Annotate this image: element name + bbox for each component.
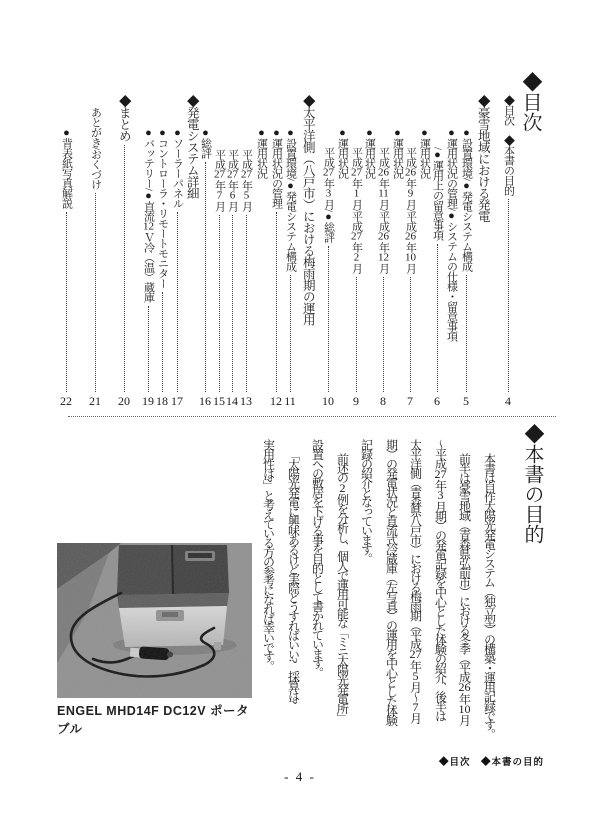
dots-leader <box>466 275 467 392</box>
purpose-line: 「太陽光発電に興味あるけど実際どうすればいい? 採算は? <box>286 449 301 702</box>
toc-page-number: 10 <box>322 394 334 408</box>
purpose-line: 本書は自作太陽光発電システム（独立型）の構築・運用記録です。 <box>482 453 497 738</box>
dots-leader <box>232 215 233 392</box>
purpose-line: 前述の2例を分析し、個人で運用可能な「ミニ太陽光発電所」 <box>335 453 350 722</box>
toc-page-number: 21 <box>89 394 101 408</box>
toc-page-number: 22 <box>60 394 72 408</box>
toc-section-title: ◆豪雪地域における発電 <box>476 95 491 222</box>
dots-leader <box>219 215 220 392</box>
toc-entry: ●ソーラーパネル 17 <box>171 127 184 408</box>
dots-leader <box>508 199 509 392</box>
cooler-photo-graphic <box>57 543 252 698</box>
toc-entry: 平成27年5月 13 <box>240 149 253 408</box>
toc-page-number: 20 <box>118 394 130 408</box>
toc-page-number: 16 <box>199 394 211 408</box>
toc-entry: ●運用状況 <box>418 127 431 178</box>
toc-entry: ●運用状況 <box>336 127 349 178</box>
toc-entry: あとがき/おくづけ 21 <box>89 107 102 408</box>
dots-leader <box>124 145 125 392</box>
dots-leader <box>162 292 163 392</box>
toc-entry: 平成27年6月 14 <box>226 149 239 408</box>
purpose-line: 期）の発電状況と直流式冷蔵庫（左写真）の運用を中心とした体験 <box>384 439 399 724</box>
toc-section-title: ◆発電システム詳細 <box>185 95 200 199</box>
toc-entry: ●運用状況の管理 12 <box>270 127 283 408</box>
toc-entry: /●運用上の留意事項 6 <box>431 147 444 408</box>
purpose-line: 実用性は?」と考えている方の参考になれば幸いです。 <box>261 439 276 670</box>
purpose-line: 〜平成27年3月期）の発電記録を中心とした体験の紹介、後半は <box>433 439 448 720</box>
dots-leader <box>205 162 206 392</box>
toc-entry: 平成27年7月 15 <box>213 149 226 408</box>
toc-page-number: 13 <box>240 394 252 408</box>
toc-page-number: 7 <box>407 394 413 408</box>
dots-leader <box>356 277 357 392</box>
dots-leader <box>383 277 384 392</box>
toc-page-number: 8 <box>380 394 386 408</box>
dots-leader <box>246 215 247 392</box>
toc-entry: ●運用状況の管理/●システムの仕様・留意事項 <box>445 127 458 342</box>
page-number: - 4 - <box>284 769 316 784</box>
toc-entry: ●バッテリー/●直流12Ｖ冷（温）蔵庫 19 <box>142 127 155 408</box>
dots-leader <box>95 193 96 392</box>
toc-entry: ●設置環境/●発電システム構成 11 <box>284 127 297 408</box>
toc-title: ◆目次 <box>519 72 541 132</box>
toc-entry: ●運用状況 <box>363 127 376 178</box>
purpose-line: 記録の紹介となっています。 <box>359 439 374 563</box>
purpose-title: ◆本書の目的 <box>521 424 543 544</box>
dots-leader <box>410 277 411 392</box>
toc-entry: ●運用状況 <box>255 127 268 178</box>
dots-leader <box>437 244 438 392</box>
toc-page-number: 15 <box>213 394 225 408</box>
dots-leader <box>290 275 291 392</box>
toc-page-number: 17 <box>171 394 183 408</box>
toc-page-number: 19 <box>142 394 154 408</box>
toc-page-number: 14 <box>226 394 238 408</box>
toc-section-title: ◆太平洋側（八戸市）における梅雨期の運用 <box>301 95 316 325</box>
toc-entry: ●総評 16 <box>199 127 212 408</box>
toc-entry: 平成26年11月/平成26年12月 8 <box>377 147 390 408</box>
section-divider <box>68 416 556 417</box>
toc-page-number: 6 <box>434 394 440 408</box>
purpose-line: 太平洋側（青森県八戸市）における梅雨期（平成27年5月〜7月 <box>408 439 423 722</box>
toc-entry: ◆目次 ◆本書の目的 4 <box>502 95 515 408</box>
dots-leader <box>66 212 67 392</box>
toc-entry: ◆まとめ 20 <box>117 95 132 408</box>
toc-entry: 平成26年9月/平成26年10月 7 <box>404 147 417 408</box>
toc-entry: 平成27年1月/平成27年2月 9 <box>350 147 363 408</box>
toc-entry: ●運用状況 <box>391 127 404 178</box>
dots-leader <box>328 246 329 392</box>
photo-caption: ENGEL MHD14F DC12V ポータブル <box>57 704 250 736</box>
cooler-photo <box>57 543 252 698</box>
running-footer: ◆目次 ◆本書の目的 <box>438 758 544 768</box>
purpose-line: 前半は豪雪地域（青森県弘前市）における冬季（平成26年10月 <box>457 453 472 724</box>
toc-page-number: 4 <box>505 394 511 408</box>
toc-entry: ●背表紙写真解説 22 <box>60 127 73 408</box>
dots-leader <box>276 212 277 392</box>
toc-page-number: 12 <box>270 394 282 408</box>
toc-entry: ●設置環境/●発電システム構成 5 <box>460 127 473 408</box>
dots-leader <box>177 212 178 392</box>
toc-page-number: 9 <box>353 394 359 408</box>
purpose-line: 設置への敷居を下げる事を目的として書かれています。 <box>310 439 325 677</box>
toc-entry: ●コントローラ・リモートモニター 18 <box>156 127 169 408</box>
dots-leader <box>148 306 149 392</box>
toc-entry: 平成27年3月/●総評 10 <box>322 147 335 408</box>
toc-page-number: 5 <box>463 394 469 408</box>
toc-page-number: 11 <box>284 394 296 408</box>
toc-page-number: 18 <box>156 394 168 408</box>
